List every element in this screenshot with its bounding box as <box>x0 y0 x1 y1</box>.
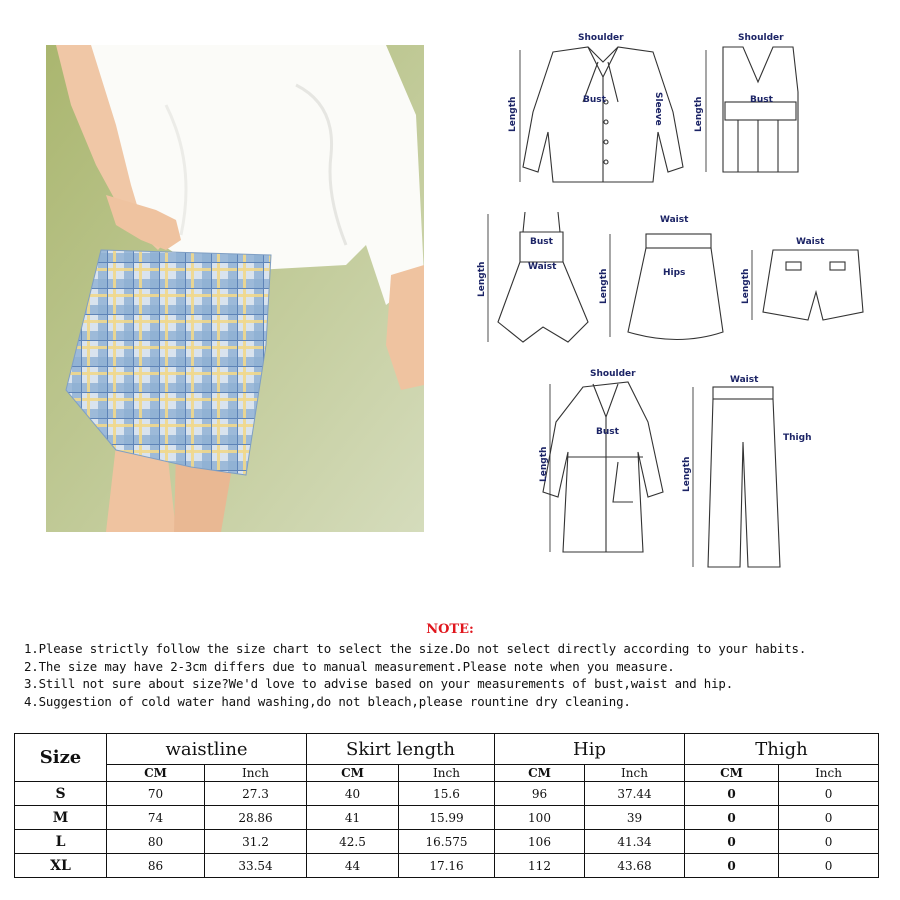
table-cell: 33.54 <box>205 854 307 878</box>
label-bust-tank: Bust <box>750 95 773 105</box>
skirt-diagram <box>628 234 723 340</box>
unit-inch: Inch <box>205 765 307 782</box>
size-header: Size <box>15 734 107 782</box>
label-length-blouse: Length <box>508 96 518 132</box>
unit-inch: Inch <box>585 765 685 782</box>
table-cell: 15.6 <box>399 782 495 806</box>
model-illustration <box>46 45 424 532</box>
table-cell: 40 <box>307 782 399 806</box>
table-row <box>15 782 879 806</box>
label-bust-coat: Bust <box>596 427 619 437</box>
unit-cm: CM <box>495 765 585 782</box>
table-row <box>15 830 879 854</box>
group-hip: Hip <box>495 734 685 765</box>
table-cell: 16.575 <box>399 830 495 854</box>
label-length-pants: Length <box>682 456 692 492</box>
label-length-shorts: Length <box>741 268 751 304</box>
table-cell: 37.44 <box>585 782 685 806</box>
table-cell: 0 <box>685 854 779 878</box>
table-cell: 27.3 <box>205 782 307 806</box>
label-length-tank: Length <box>694 96 704 132</box>
table-cell: 96 <box>495 782 585 806</box>
label-waist-shorts: Waist <box>796 237 825 247</box>
pants-diagram <box>708 387 780 567</box>
table-cell: 0 <box>779 854 879 878</box>
table-cell: 41.34 <box>585 830 685 854</box>
table-cell: 42.5 <box>307 830 399 854</box>
unit-header-row <box>15 765 879 782</box>
unit-cm: CM <box>307 765 399 782</box>
unit-inch: Inch <box>399 765 495 782</box>
table-row <box>15 806 879 830</box>
size-table-header <box>15 734 879 765</box>
size-table <box>14 733 879 878</box>
note-list <box>24 640 894 710</box>
table-cell: 41 <box>307 806 399 830</box>
table-cell: 86 <box>107 854 205 878</box>
label-bust: Bust <box>583 95 606 105</box>
note-title: NOTE: <box>426 622 474 637</box>
table-cell: 31.2 <box>205 830 307 854</box>
group-skirt-length: Skirt length <box>307 734 495 765</box>
table-cell: 74 <box>107 806 205 830</box>
size-label: S <box>15 782 107 806</box>
table-cell: 112 <box>495 854 585 878</box>
shorts-diagram <box>763 250 863 320</box>
label-sleeve: Sleeve <box>653 92 663 126</box>
dress-diagram <box>498 212 588 342</box>
label-hips-skirt: Hips <box>663 268 686 278</box>
product-photo <box>46 45 424 532</box>
table-cell: 43.68 <box>585 854 685 878</box>
group-waistline: waistline <box>107 734 307 765</box>
table-cell: 44 <box>307 854 399 878</box>
size-label: XL <box>15 854 107 878</box>
table-cell: 100 <box>495 806 585 830</box>
unit-cm: CM <box>685 765 779 782</box>
label-length-dress: Length <box>477 261 487 297</box>
table-cell: 0 <box>779 830 879 854</box>
table-cell: 28.86 <box>205 806 307 830</box>
note-line-2: 2.The size may have 2-3cm differs due to manual measurement.Please note when you measure. <box>24 658 675 674</box>
coat-diagram <box>543 382 663 552</box>
label-shoulder-coat: Shoulder <box>590 369 636 379</box>
table-row <box>15 854 879 878</box>
tank-diagram <box>723 47 798 172</box>
label-length-coat: Length <box>539 446 549 482</box>
size-label: L <box>15 830 107 854</box>
table-cell: 80 <box>107 830 205 854</box>
table-cell: 0 <box>779 806 879 830</box>
table-cell: 0 <box>779 782 879 806</box>
label-waist-skirt: Waist <box>660 215 689 225</box>
table-cell: 15.99 <box>399 806 495 830</box>
table-cell: 0 <box>685 782 779 806</box>
table-cell: 0 <box>685 806 779 830</box>
unit-inch: Inch <box>779 765 879 782</box>
label-waist-pants: Waist <box>730 375 759 385</box>
table-cell: 70 <box>107 782 205 806</box>
label-waist-dress: Waist <box>528 262 557 272</box>
garment-diagram-svg <box>468 22 888 580</box>
label-shoulder: Shoulder <box>578 33 624 43</box>
note-line-4: 4.Suggestion of cold water hand washing,do not bleach,please rountine dry cleaning. <box>24 693 631 709</box>
label-thigh-pants: Thigh <box>783 433 812 443</box>
table-cell: 106 <box>495 830 585 854</box>
label-bust-dress: Bust <box>530 237 553 247</box>
unit-cm: CM <box>107 765 205 782</box>
note-line-1: 1.Please strictly follow the size chart to select the size.Do not select directly according to your habits. <box>24 641 807 656</box>
table-cell: 39 <box>585 806 685 830</box>
label-length-skirt: Length <box>599 268 609 304</box>
size-label: M <box>15 806 107 830</box>
group-thigh: Thigh <box>685 734 879 765</box>
note-line-3: 3.Still not sure about size?We'd love to advise based on your measurements of bust,waist and hip. <box>24 676 734 692</box>
table-cell: 0 <box>685 830 779 854</box>
measurement-diagrams <box>468 22 888 580</box>
table-cell: 17.16 <box>399 854 495 878</box>
label-shoulder-tank: Shoulder <box>738 33 784 43</box>
